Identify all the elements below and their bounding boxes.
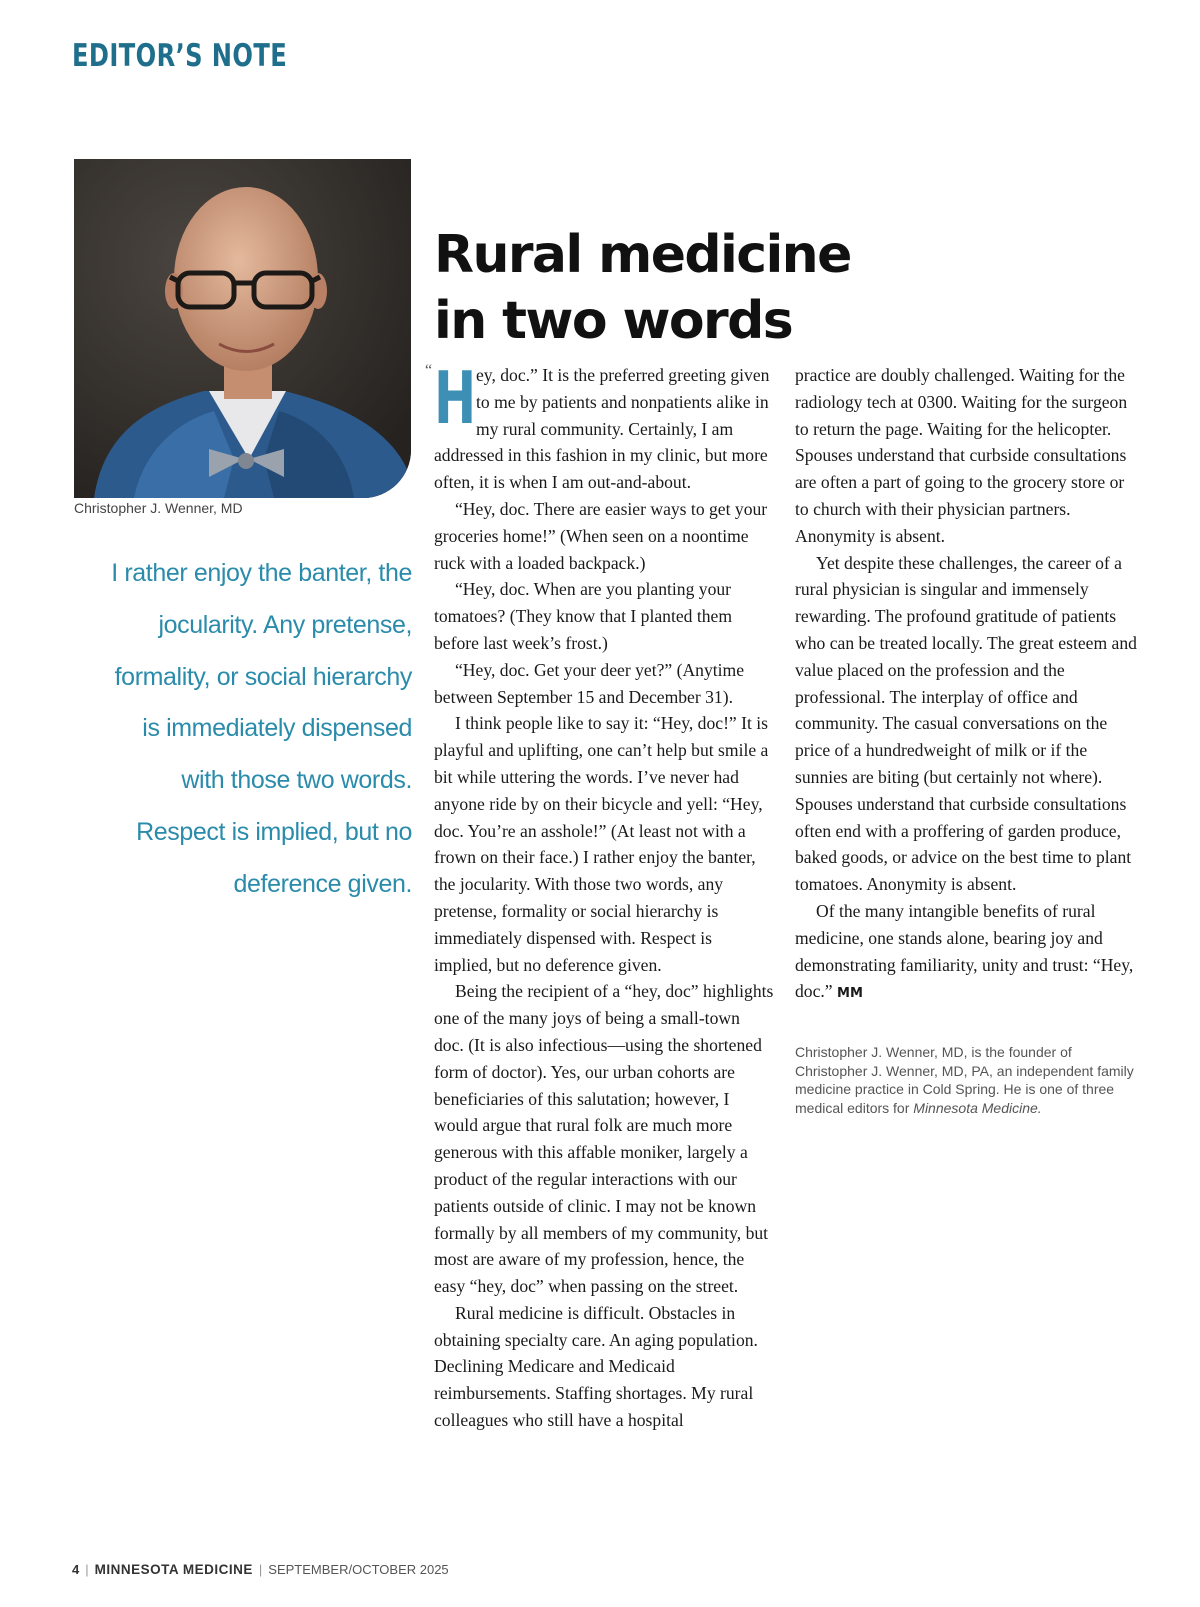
magazine-name: MINNESOTA MEDICINE <box>94 1562 253 1577</box>
article-column-1 <box>425 356 774 1434</box>
article-headline <box>434 222 954 354</box>
author-bio <box>795 1043 1140 1117</box>
footer-separator: | <box>85 1562 89 1577</box>
page-number: 4 <box>72 1562 80 1577</box>
headline-line-1: Rural medicine <box>434 225 851 285</box>
body-paragraph: “Hey, doc. There are easier ways to get your groceries home!” (When seen on a noontime ruck with a loaded backpack.) <box>434 498 768 573</box>
issue-date: SEPTEMBER/OCTOBER 2025 <box>268 1562 449 1577</box>
closing-paragraph <box>795 898 1137 1008</box>
body-paragraph: Rural medicine is difficult. Obstacles in obtaining specialty care. An aging population. Declining Medicare and Medicaid reimbursements. Staffing shortages. My rural colleagues who still have a hospital <box>434 1302 758 1431</box>
page-footer <box>72 1562 449 1577</box>
opening-paragraph-text: ey, doc.” It is the preferred greeting given to me by patients and nonpatients alike in my rural community. Certainly, I am addressed in this fashion in my clinic, but more often, it is when I am out-and-about. <box>434 365 770 493</box>
end-mark: MM <box>837 986 863 1002</box>
article-column-2 <box>795 362 1137 1008</box>
section-label: EDITOR’S NOTE <box>72 38 288 74</box>
drop-cap: H <box>434 356 477 440</box>
author-photo <box>74 159 411 498</box>
opening-paragraph <box>425 356 774 496</box>
bio-publication: Minnesota Medicine. <box>913 1099 1042 1116</box>
closing-text: Of the many intangible benefits of rural medicine, one stands alone, bearing joy and demonstrating familiarity, unity and trust: “Hey, doc.” <box>795 900 1134 1002</box>
footer-separator: | <box>258 1562 263 1577</box>
body-paragraph: “Hey, doc. When are you planting your tomatoes? (They know that I planted them before last week’s frost.) <box>434 579 733 653</box>
open-quote-mark: “ <box>425 362 433 379</box>
body-paragraph: I think people like to say it: “Hey, doc!” It is playful and uplifting, one can’t help but smile a bit while uttering the words. I’ve never had anyone ride by on their bicycle and yell: “Hey, doc. You’re an asshole!” (At least not with a frown on their face.) I rather enjoy the banter, the jocularity. With those two words, any pretense, formality or social hierarchy is immediately dispensed with. Respect is implied, but no deference given. <box>434 713 769 975</box>
continued-paragraph: practice are doubly challenged. Waiting for the radiology tech at 0300. Waiting for the surgeon to return the page. Waiting for the helicopter. Spouses understand that curbside consultations are often a part of going to the grocery store or to church with their physician partners. Anonymity is absent. <box>795 365 1128 546</box>
body-paragraph: “Hey, doc. Get your deer yet?” (Anytime between September 15 and December 31). <box>434 659 745 707</box>
portrait-image <box>74 159 411 498</box>
bio-text: Christopher J. Wenner, MD, is the founder of Christopher J. Wenner, MD, PA, an independent family medicine practice in Cold Spring. He is one of three medical editors for <box>795 1044 1134 1116</box>
photo-caption: Christopher J. Wenner, MD <box>74 500 243 516</box>
pull-quote: I rather enjoy the banter, the jocularity. Any pretense, formality, or social hierarchy is immediately dispensed with those two words. Respect is implied, but no deference given. <box>111 559 412 898</box>
body-paragraph: Being the recipient of a “hey, doc” highlights one of the many joys of being a small-town doc. (It is also infectious—using the shortened form of doctor). Yes, our urban cohorts are beneficiaries of this salutation; however, I would argue that rural folk are much more generous with this affable moniker, largely a product of the regular interactions with our patients outside of clinic. I may not be known formally by all members of my community, but most are aware of my profession, hence, the easy “hey, doc” when passing on the street. <box>434 981 774 1297</box>
body-paragraph: Yet despite these challenges, the career of a rural physician is singular and immensely rewarding. The profound gratitude of patients who can be treated locally. The great esteem and value placed on the profession and the professional. The interplay of office and community. The casual conversations on the price of a hundredweight of milk or if the sunnies are biting (but certainly not where). Spouses understand that curbside consultations often end with a proffering of garden produce, baked goods, or advice on the best time to plant tomatoes. Anonymity is absent. <box>795 552 1137 895</box>
headline-line-2: in two words <box>434 291 793 351</box>
